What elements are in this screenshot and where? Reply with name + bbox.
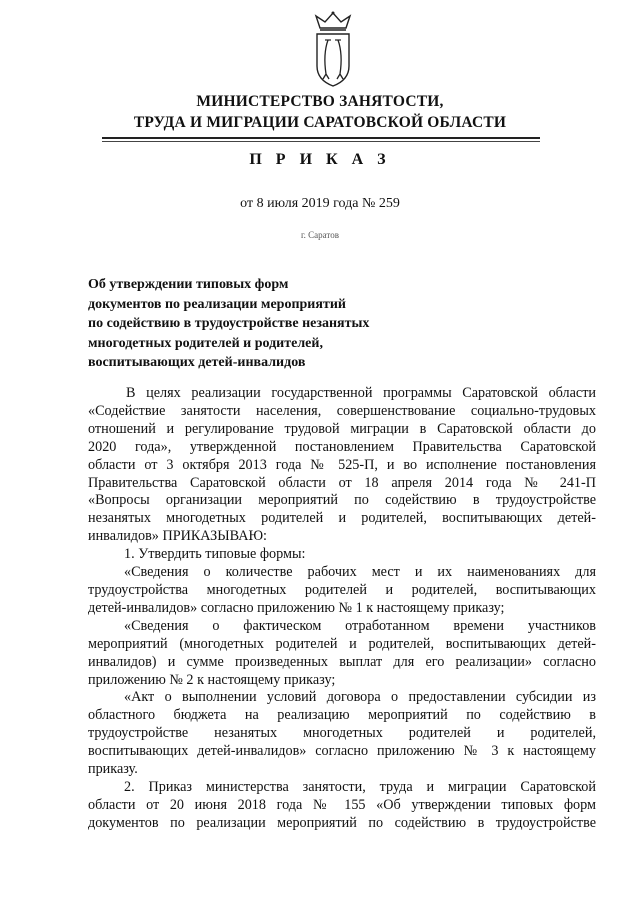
body-line: трудоустройстве незанятых многодетных родителей и родителей, (88, 725, 596, 742)
saratov-coat-of-arms-icon (308, 10, 358, 88)
body-line: документов по реализации мероприятий по содействию в трудоустройстве (88, 814, 596, 831)
body-line: «Вопросы организации мероприятий по содействию в трудоустройстве (88, 492, 596, 509)
subject-line: воспитывающих детей-инвалидов (88, 355, 306, 370)
order-date-number: от 8 июля 2019 года № 259 (240, 196, 400, 211)
order-city: г. Саратов (301, 230, 339, 240)
subject-line: по содействию в трудоустройстве незанятых (88, 316, 370, 331)
subject-line: Об утверждении типовых форм (88, 277, 289, 292)
body-line: детей-инвалидов» согласно приложению № 1 к настоящему приказу; (88, 599, 505, 616)
body-line: 2020 года», утвержденной постановлением Правительства Саратовской (88, 438, 596, 455)
body-line: незанятых многодетных родителей и родителей, воспитывающих детей- (88, 510, 596, 527)
body-line: Правительства Саратовской области от 18 апреля 2014 года № 241-П (88, 474, 596, 491)
body-line: воспитывающих детей-инвалидов» согласно приложению № 3 к настоящему (88, 743, 596, 760)
body-line: «Акт о выполнении условий договора о предоставлении субсидии из (124, 689, 596, 706)
body-line: инвалидов» ПРИКАЗЫВАЮ: (88, 528, 267, 545)
ministry-name-line1: МИНИСТЕРСТВО ЗАНЯТОСТИ, (196, 93, 444, 110)
order-subject (88, 275, 418, 373)
body-line: В целях реализации государственной программы Саратовской области (126, 385, 596, 401)
subject-line: многодетных родителей и родителей, (88, 335, 323, 351)
body-line: инвалидов) и сумме произведенных выплат для его реализации» согласно (88, 653, 596, 670)
header-divider (102, 137, 540, 139)
subject-line: документов по реализации мероприятий (88, 296, 346, 312)
header-divider-thin (102, 141, 540, 142)
body-line: области от 20 июня 2018 года № 155 «Об утверждении типовых форм (88, 796, 596, 813)
body-line: «Сведения о количестве рабочих мест и их наименованиях для (124, 564, 596, 581)
body-line: приказу. (88, 761, 138, 778)
body-line: области от 3 октября 2013 года № 525-П, и во исполнение постановления (88, 456, 596, 473)
body-line: мероприятий (многодетных родителей и родителей, воспитывающих детей- (88, 635, 596, 652)
body-line: 1. Утвердить типовые формы: (124, 546, 306, 563)
body-line: «Сведения о фактическом отработанном времени участников (124, 617, 596, 634)
body-line: приложению № 2 к настоящему приказу; (88, 671, 336, 688)
body-line: областного бюджета на реализацию мероприятий по содействию в (88, 707, 596, 724)
order-body (88, 385, 596, 833)
body-line: «Содействие занятости населения, совершенствование социально-трудовых (88, 402, 596, 419)
body-line: трудоустройства многодетных родителей и родителей, воспитывающих (88, 581, 596, 598)
body-line: отношений и регулирование трудовой миграции в Саратовской области до (88, 420, 596, 437)
document-title: П Р И К А З (249, 151, 391, 168)
body-line: 2. Приказ министерства занятости, труда и миграции Саратовской (124, 778, 596, 795)
ministry-name-line2: ТРУДА И МИГРАЦИИ САРАТОВСКОЙ ОБЛАСТИ (133, 114, 507, 131)
